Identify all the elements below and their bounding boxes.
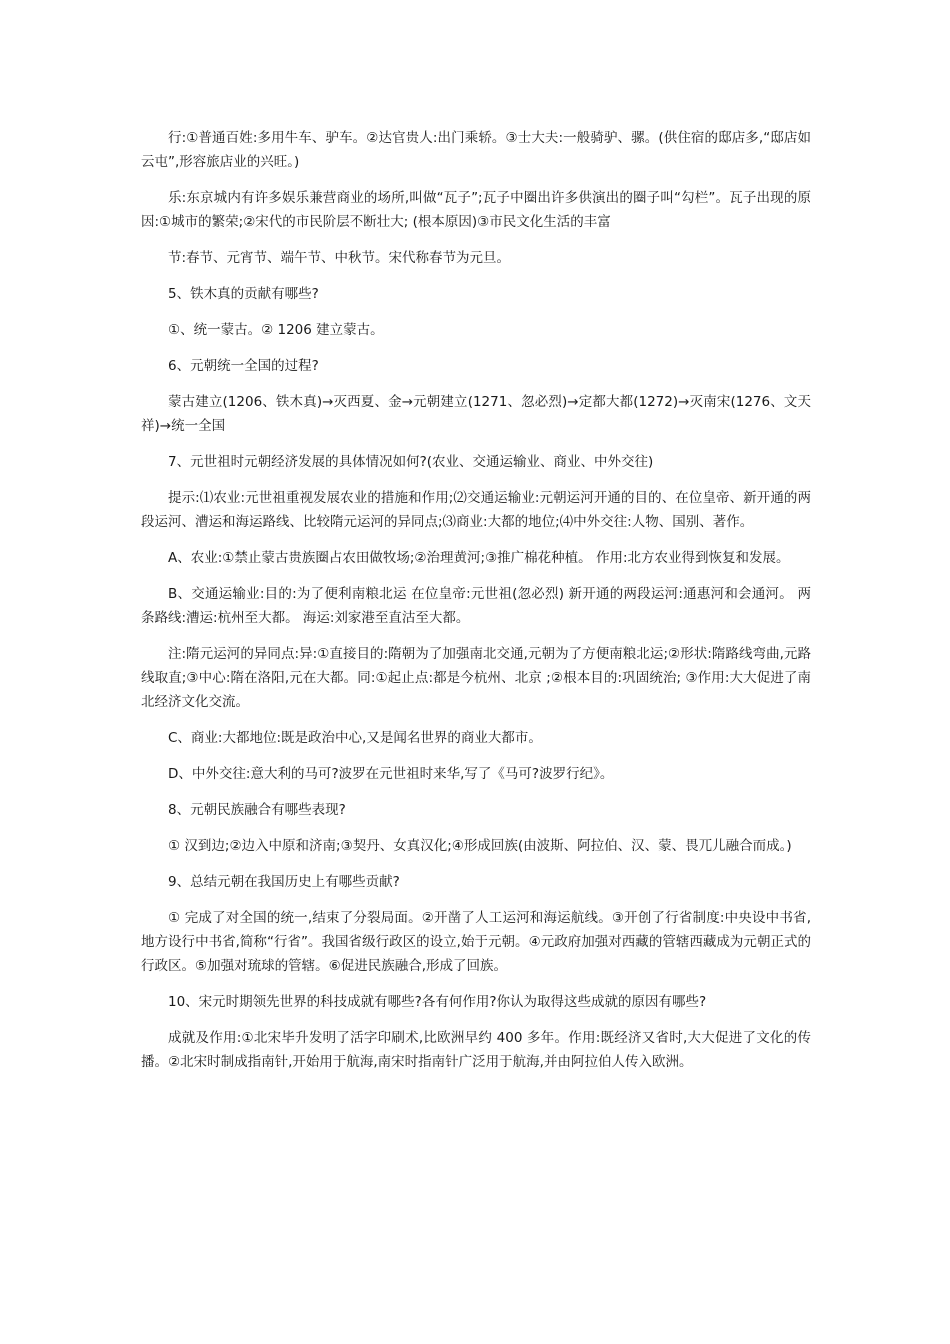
answer-5: ①、统一蒙古。② 1206 建立蒙古。 <box>168 322 384 338</box>
answer-7-commerce: C、商业:大都地位:既是政治中心,又是闻名世界的商业大都市。 <box>168 730 542 746</box>
answer-10: 成就及作用:①北宋毕升发明了活字印刷术,比欧洲早约 400 多年。作用:既经济又省时,大大促进了文化的传播。②北宋时制成指南针,开始用于航海,南宋时指南针广泛用于航海,并由阿拉伯人传入欧洲。 <box>141 1030 811 1070</box>
paragraph-festivals: 节:春节、元宵节、端午节、中秋节。宋代称春节为元旦。 <box>168 250 511 266</box>
question-6: 6、元朝统一全国的过程? <box>168 358 319 374</box>
document-body <box>141 126 811 1086</box>
answer-7-foreign-exchange: D、中外交往:意大利的马可?波罗在元世祖时来华,写了《马可?波罗行纪》。 <box>168 766 614 782</box>
question-8: 8、元朝民族融合有哪些表现? <box>168 802 346 818</box>
answer-8: ① 汉到边;②边入中原和济南;③契丹、女真汉化;④形成回族(由波斯、阿拉伯、汉、蒙、畏兀儿融合而成。) <box>168 838 792 854</box>
answer-7-agriculture: A、农业:①禁止蒙古贵族圈占农田做牧场;②治理黄河;③推广棉花种植。 作用:北方农业得到恢复和发展。 <box>168 550 790 566</box>
answer-7-transport: B、交通运输业:目的:为了便利南粮北运 在位皇帝:元世祖(忽必烈) 新开通的两段运河:通惠河和会通河。 两条路线:漕运:杭州至大都。 海运:刘家港至直沽至大都。 <box>141 586 811 626</box>
answer-6: 蒙古建立(1206、铁木真)→灭西夏、金→元朝建立(1271、忽必烈)→定都大都(1272)→灭南宋(1276、文天祥)→统一全国 <box>141 394 811 434</box>
question-5: 5、铁木真的贡献有哪些? <box>168 286 319 302</box>
answer-7-hint: 提示:⑴农业:元世祖重视发展农业的措施和作用;⑵交通运输业:元朝运河开通的目的、在位皇帝、新开通的两段运河、漕运和海运路线、比较隋元运河的异同点;⑶商业:大都的地位;⑷中外交往:人物、国别、著作。 <box>141 490 811 530</box>
question-10: 10、宋元时期领先世界的科技成就有哪些?各有何作用?你认为取得这些成就的原因有哪些? <box>168 994 707 1010</box>
paragraph-travel: 行:①普通百姓:多用牛车、驴车。②达官贵人:出门乘轿。③士大夫:一般骑驴、骡。(供住宿的邸店多,“邸店如云屯”,形容旅店业的兴旺。) <box>141 130 811 170</box>
answer-7-canal-note: 注:隋元运河的异同点:异:①直接目的:隋朝为了加强南北交通,元朝为了方便南粮北运;②形状:隋路线弯曲,元路线取直;③中心:隋在洛阳,元在大都。同:①起止点:都是今杭州、北京 ;②根本目的:巩固统治; ③作用:大大促进了南北经济文化交流。 <box>141 646 811 710</box>
answer-9: ① 完成了对全国的统一,结束了分裂局面。②开凿了人工运河和海运航线。③开创了行省制度:中央设中书省,地方设行中书省,简称“行省”。我国省级行政区的设立,始于元朝。④元政府加强对西藏的管辖西藏成为元朝正式的行政区。⑤加强对琉球的管辖。⑥促进民族融合,形成了回族。 <box>141 910 811 974</box>
question-9: 9、总结元朝在我国历史上有哪些贡献? <box>168 874 400 890</box>
question-7: 7、元世祖时元朝经济发展的具体情况如何?(农业、交通运输业、商业、中外交往) <box>168 454 654 470</box>
paragraph-entertainment: 乐:东京城内有许多娱乐兼营商业的场所,叫做“瓦子”;瓦子中圈出许多供演出的圈子叫“勾栏”。瓦子出现的原因:①城市的繁荣;②宋代的市民阶层不断壮大; (根本原因)③市民文化生活的丰富 <box>141 190 811 230</box>
